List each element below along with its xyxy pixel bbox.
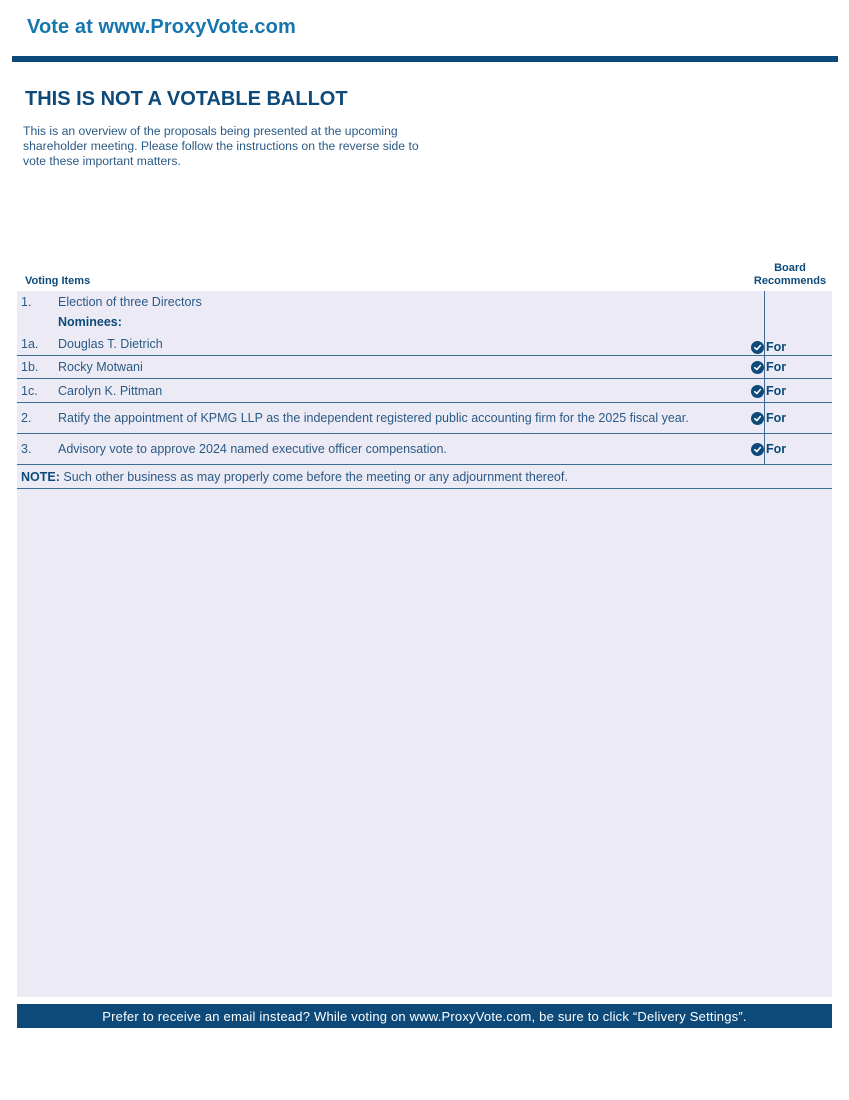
note-text: Such other business as may properly come before the meeting or any adjournment thereof. xyxy=(63,470,568,484)
row-divider xyxy=(17,464,832,465)
item-number: 2. xyxy=(21,411,32,425)
item-number: 1c. xyxy=(21,384,38,398)
item-text: Ratify the appointment of KPMG LLP as the independent registered public accounting firm for the 2025 fiscal year. xyxy=(58,411,689,425)
item-number: 1a. xyxy=(21,337,39,351)
recommendation-label: For xyxy=(766,340,787,354)
row-divider xyxy=(17,488,832,489)
voting-items-header: Voting Items xyxy=(25,275,91,287)
page-title: THIS IS NOT A VOTABLE BALLOT xyxy=(25,88,348,110)
item-number: 1. xyxy=(21,295,32,309)
item-text: Advisory vote to approve 2024 named executive officer compensation. xyxy=(58,442,447,456)
board-recommendation xyxy=(751,411,786,425)
header-divider xyxy=(12,56,838,62)
board-recommendation xyxy=(751,340,786,354)
row-divider xyxy=(17,433,832,434)
recommendation-label: For xyxy=(766,411,787,425)
board-recommendation xyxy=(751,360,786,374)
item-text: Election of three Directors xyxy=(58,295,202,309)
note-label: NOTE: xyxy=(21,470,60,484)
check-circle-icon xyxy=(751,361,764,374)
check-circle-icon xyxy=(751,412,764,425)
intro-text: This is an overview of the proposals being presented at the upcoming shareholder meeting. Please follow the instructions on the reverse side to vote these important matters. xyxy=(23,124,419,168)
recommendation-label: For xyxy=(766,442,787,456)
check-circle-icon xyxy=(751,385,764,398)
nominee-name: Rocky Motwani xyxy=(58,360,143,374)
recommendation-label: For xyxy=(766,360,787,374)
board-recommends-header xyxy=(747,262,833,288)
check-circle-icon xyxy=(751,443,764,456)
voting-items-panel xyxy=(17,291,832,997)
row-divider xyxy=(17,378,832,379)
row-divider xyxy=(17,402,832,403)
note-row xyxy=(21,470,568,484)
recommendation-label: For xyxy=(766,384,787,398)
delivery-settings-banner: Prefer to receive an email instead? While voting on www.ProxyVote.com, be sure to click “Delivery Settings”. xyxy=(17,1004,832,1028)
board-header-line1: Board xyxy=(774,262,806,274)
board-header-line2: Recommends xyxy=(753,275,827,287)
row-divider xyxy=(17,355,832,356)
nominee-name: Douglas T. Dietrich xyxy=(58,337,163,351)
item-number: 3. xyxy=(21,442,32,456)
check-circle-icon xyxy=(751,341,764,354)
nominee-name: Carolyn K. Pittman xyxy=(58,384,163,398)
board-recommendation xyxy=(751,442,786,456)
proxyvote-link[interactable]: Vote at www.ProxyVote.com xyxy=(27,16,296,38)
item-number: 1b. xyxy=(21,360,39,374)
nominees-label: Nominees: xyxy=(58,315,122,329)
board-recommendation xyxy=(751,384,786,398)
